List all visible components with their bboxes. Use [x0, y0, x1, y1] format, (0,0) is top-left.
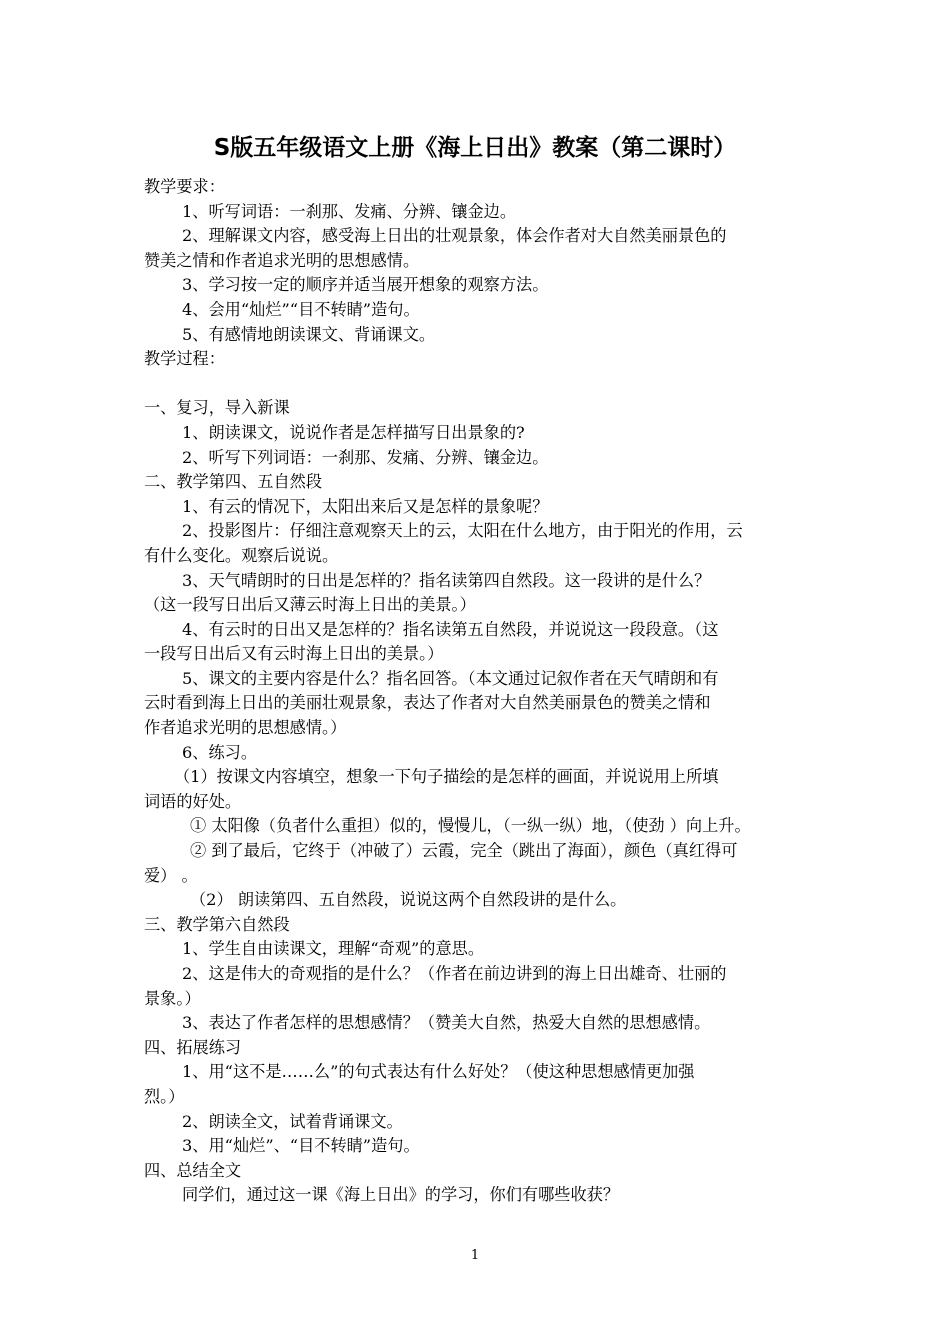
part-3-item-2-cont: 景象。） [144, 988, 201, 1008]
section-heading-process: 教学过程： [144, 349, 225, 369]
part-3-item-1: 1、学生自由读课文，理解“奇观”的意思。 [182, 939, 485, 959]
part-2-item-5-cont-2: 作者追求光明的思想感情。） [144, 718, 347, 738]
page-number: 1 [470, 1248, 480, 1263]
requirement-4: 4、会用“灿烂”“目不转睛”造句。 [182, 299, 420, 319]
part-4-item-1-cont: 烈。） [144, 1086, 185, 1106]
exercise-1-sentence-2-cont: 爱） 。 [144, 865, 198, 885]
part-4-item-1: 1、用“这不是……么”的句式表达有什么好处？（使这种思想感情更加强 [182, 1062, 695, 1082]
blank-line [144, 372, 814, 397]
part-2-item-5-cont-1: 云时看到海上日出的美丽壮观景象，表达了作者对大自然美丽景色的赞美之情和 [144, 693, 711, 713]
exercise-1-sentence-2: ② 到了最后，它终于（冲破了）云霞，完全（跳出了海面），颜色（真红得可 [190, 841, 738, 861]
part-2-item-4-cont: 一段写日出后又有云时海上日出的美景。） [144, 644, 444, 664]
part-3-item-3: 3、表达了作者怎样的思想感情？（赞美大自然，热爱大自然的思想感情。 [182, 1013, 711, 1033]
requirement-2-cont: 赞美之情和作者追求光明的思想感情。 [144, 250, 420, 270]
exercise-2: （2） 朗读第四、五自然段，说说这两个自然段讲的是什么。 [190, 890, 627, 910]
part-2-item-1: 1、有云的情况下，太阳出来后又是怎样的景象呢？ [182, 496, 549, 516]
document-title: S版五年级语文上册《海上日出》教案（第二课时） [213, 135, 737, 161]
part-2-item-5: 5、课文的主要内容是什么？指名回答。（本文通过记叙作者在天气晴朗和有 [182, 668, 719, 688]
part-1-item-1: 1、朗读课文，说说作者是怎样描写日出景象的? [182, 422, 525, 442]
part-4-heading: 四、拓展练习 [144, 1037, 242, 1057]
document-body [144, 175, 814, 1208]
part-3-item-2: 2、这是伟大的奇观指的是什么？（作者在前边讲到的海上日出雄奇、壮丽的 [182, 964, 727, 983]
part-2-item-2: 2、投影图片：仔细注意观察天上的云，太阳在什么地方，由于阳光的作用，云 [182, 521, 743, 541]
part-4-item-3: 3、用“灿烂”、“目不转睛”造句。 [182, 1136, 420, 1156]
requirement-2: 2、理解课文内容，感受海上日出的壮观景象，体会作者对大自然美丽景色的 [182, 226, 727, 246]
part-2-heading: 二、教学第四、五自然段 [144, 472, 323, 492]
part-4-item-2: 2、朗读全文，试着背诵课文。 [182, 1111, 403, 1131]
requirement-1: 1、听写词语：一刹那、发痛、分辨、镶金边。 [182, 201, 517, 221]
part-3-heading: 三、教学第六自然段 [144, 914, 290, 934]
part-2-item-3: 3、天气晴朗时的日出是怎样的？指名读第四自然段。这一段讲的是什么？ [182, 570, 711, 590]
part-1-heading: 一、复习，导入新课 [144, 398, 290, 418]
exercise-1-sentence-1: ① 太阳像（负者什么重担）似的，慢慢儿，（一纵一纵）地，（使劲 ）向上升。 [190, 816, 751, 836]
part-5-heading: 四、总结全文 [144, 1160, 242, 1180]
exercise-1: （1）按课文内容填空，想象一下句子描绘的是怎样的画面，并说说用上所填 [174, 767, 719, 787]
part-2-item-2-cont: 有什么变化。观察后说说。 [144, 545, 339, 565]
part-5-item-1: 同学们，通过这一课《海上日出》的学习，你们有哪些收获？ [182, 1185, 620, 1205]
part-2-item-3-cont: （这一段写日出后又薄云时海上日出的美景。） [144, 595, 476, 615]
section-heading-requirements: 教学要求： [144, 177, 225, 196]
part-2-item-4: 4、有云时的日出又是怎样的？指名读第五自然段，并说说这一段段意。（这 [182, 619, 719, 639]
exercise-1-cont: 词语的好处。 [144, 791, 242, 811]
requirement-3: 3、学习按一定的顺序并适当展开想象的观察方法。 [182, 275, 549, 295]
part-1-item-2: 2、听写下列词语：一刹那、发痛、分辨、镶金边。 [182, 447, 549, 467]
requirement-5: 5、有感情地朗读课文、背诵课文。 [182, 324, 436, 344]
part-2-item-6: 6、练习。 [182, 742, 258, 762]
